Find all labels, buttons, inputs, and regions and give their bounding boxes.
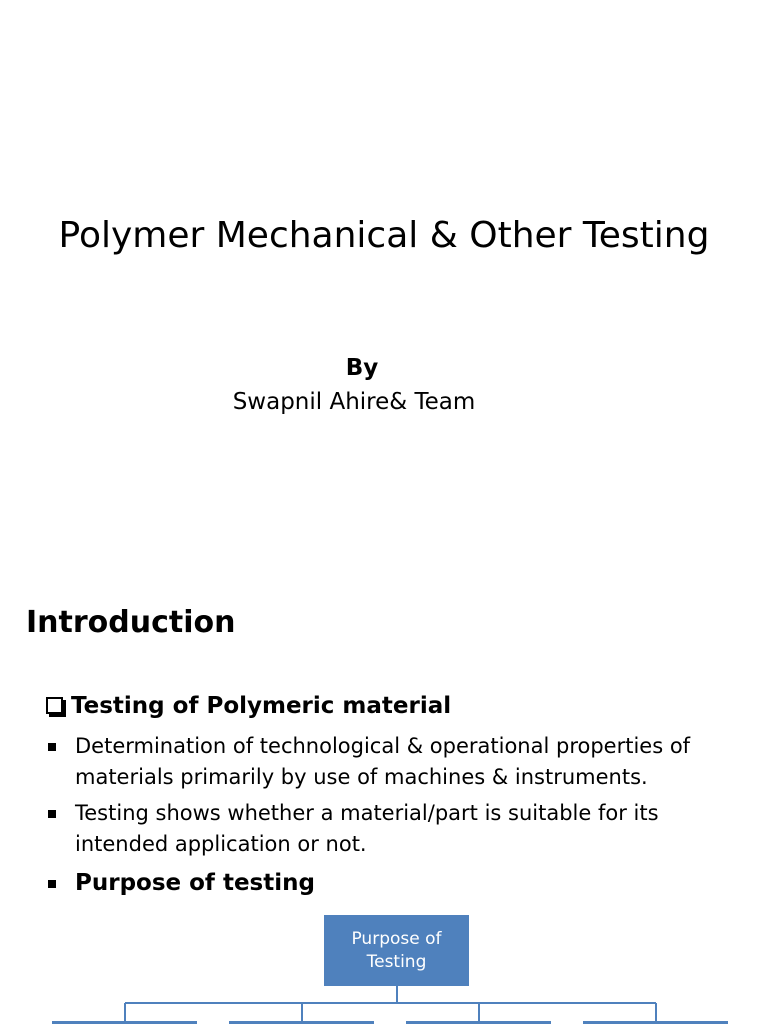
diagram-root-box: Purpose of Testing bbox=[324, 915, 469, 986]
square-bullet-icon bbox=[48, 810, 56, 818]
bullet-item bbox=[48, 798, 728, 860]
bullet-item-purpose bbox=[48, 868, 728, 899]
purpose-label: Purpose of testing bbox=[75, 870, 315, 896]
bullet-text: Testing shows whether a material/part is suitable for its intended application or not. bbox=[75, 801, 659, 856]
square-bullet-icon bbox=[48, 743, 56, 751]
subsection-heading bbox=[46, 690, 451, 722]
subsection-heading-text: Testing of Polymeric material bbox=[71, 693, 452, 719]
slide-title: Polymer Mechanical & Other Testing bbox=[58, 215, 710, 256]
bullet-item bbox=[48, 731, 728, 793]
bullet-text: Determination of technological & operational properties of materials primarily by use of machines & instruments. bbox=[75, 734, 691, 789]
section-title: Introduction bbox=[26, 605, 236, 640]
checkbox-bullet-icon bbox=[46, 697, 63, 714]
by-label: By bbox=[345, 355, 379, 381]
author-name: Swapnil Ahire& Team bbox=[232, 389, 476, 415]
square-bullet-icon bbox=[48, 880, 56, 888]
